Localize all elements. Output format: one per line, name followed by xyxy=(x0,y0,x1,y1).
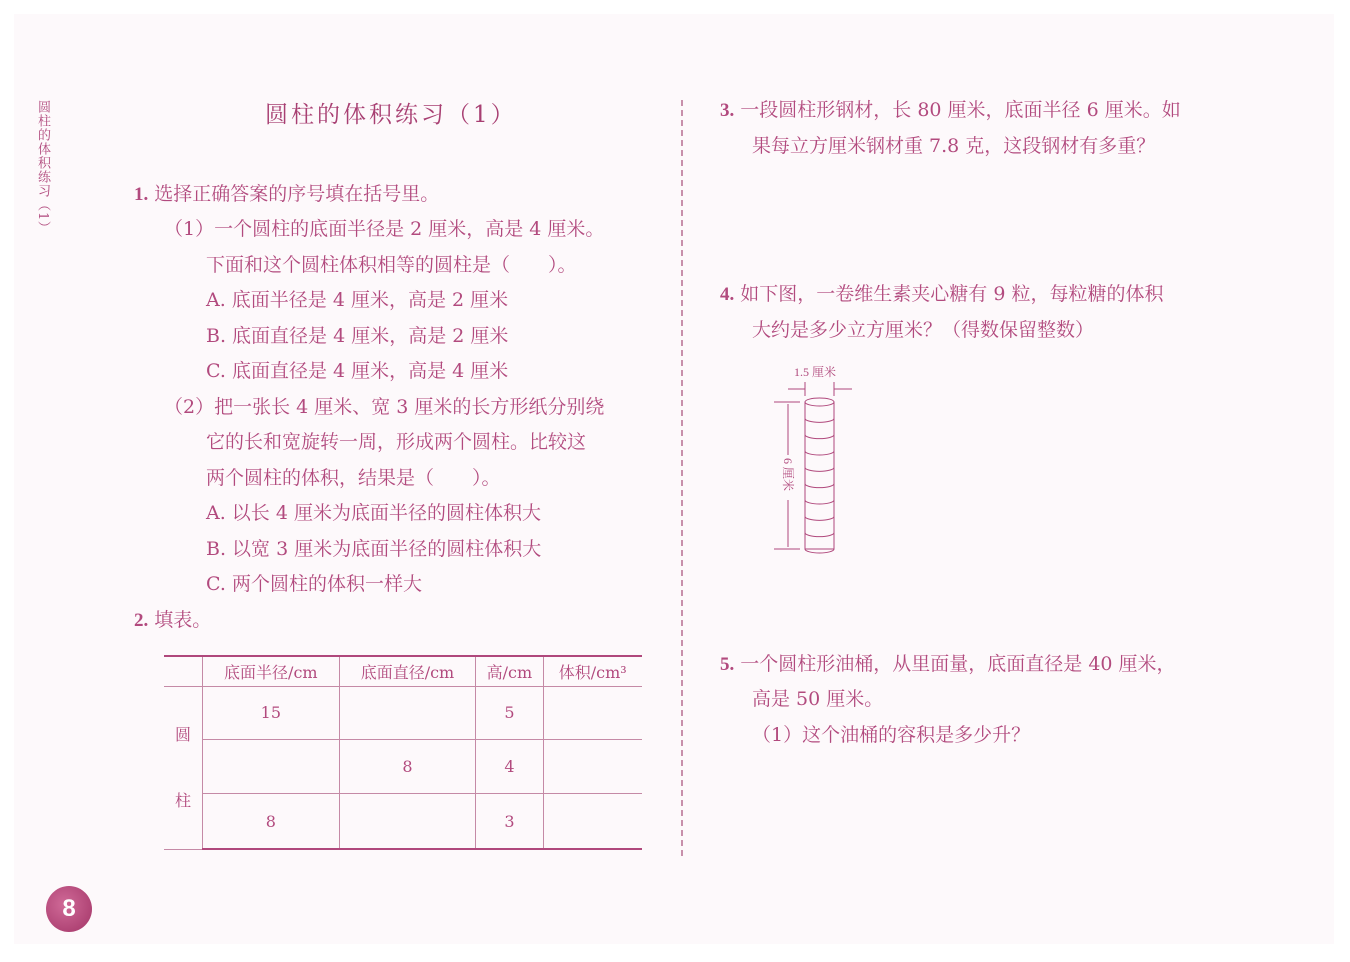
header-diameter: 底面直径/cm xyxy=(339,656,476,686)
table-cell[interactable] xyxy=(543,740,642,794)
q2-text: 填表。 xyxy=(154,609,212,631)
candy-roll-body xyxy=(805,402,834,549)
table-cell[interactable]: 3 xyxy=(476,794,543,849)
q1-text: 选择正确答案的序号填在括号里。 xyxy=(154,183,440,205)
q5-sub1: （1）这个油桶的容积是多少升？ xyxy=(752,724,1031,746)
fill-table xyxy=(164,655,642,850)
q1-sub2-option-c: C. 两个圆柱的体积一样大 xyxy=(206,573,422,595)
header-radius: 底面半径/cm xyxy=(203,656,340,686)
table-corner-cell xyxy=(164,656,203,686)
table-row xyxy=(164,686,642,740)
header-volume: 体积/cm³ xyxy=(543,656,642,686)
table-header-row xyxy=(164,656,642,686)
q1-number: 1. xyxy=(134,184,149,205)
table-cell[interactable] xyxy=(543,686,642,740)
q5-number: 5. xyxy=(720,654,735,675)
q1-sub1-option-a: A. 底面半径是 4 厘米，高是 2 厘米 xyxy=(206,289,509,311)
table-cell[interactable]: 5 xyxy=(476,686,543,740)
q1-sub1-option-c: C. 底面直径是 4 厘米，高是 4 厘米 xyxy=(206,360,509,382)
q1-sub2-line2: 它的长和宽旋转一周，形成两个圆柱。比较这 xyxy=(206,431,587,453)
column-divider xyxy=(681,100,683,860)
table-cell[interactable] xyxy=(339,686,476,740)
q1-sub1-option-b: B. 底面直径是 4 厘米，高是 2 厘米 xyxy=(206,325,509,347)
q1-sub1-line2: 下面和这个圆柱体积相等的圆柱是（ ）。 xyxy=(206,254,577,276)
width-label: 1.5 厘米 xyxy=(794,365,837,379)
candy-roll-top xyxy=(805,398,834,406)
table-cell[interactable] xyxy=(203,740,340,794)
header-height: 高/cm xyxy=(476,656,543,686)
row-label-zhu: 柱 xyxy=(174,790,191,810)
row-label-yuan: 圆 xyxy=(174,724,191,744)
q4-line1 xyxy=(720,283,1163,306)
table-cell[interactable]: 8 xyxy=(203,794,340,849)
q2-number: 2. xyxy=(134,610,149,631)
q3-text-line1: 一段圆柱形钢材，长 80 厘米，底面半径 6 厘米。如 xyxy=(740,99,1181,121)
q5-text-line1: 一个圆柱形油桶，从里面量，底面直径是 40 厘米， xyxy=(740,653,1176,675)
q3-line1 xyxy=(720,99,1181,122)
q1-line xyxy=(134,183,439,206)
q5-text-line2: 高是 50 厘米。 xyxy=(752,688,884,710)
table-cell[interactable]: 8 xyxy=(339,740,476,794)
q1-sub2-line1: （2）把一张长 4 厘米、宽 3 厘米的长方形纸分别绕 xyxy=(164,396,605,418)
page-title: 圆柱的体积练习（1） xyxy=(265,102,517,128)
q5-line1 xyxy=(720,653,1176,676)
candy-piece xyxy=(805,549,834,553)
table-row xyxy=(164,794,642,849)
table-row xyxy=(164,740,642,794)
q1-sub2-line3: 两个圆柱的体积，结果是（ ）。 xyxy=(206,467,501,489)
side-title: 圆柱的体积练习（1） xyxy=(35,100,50,236)
table-cell[interactable]: 4 xyxy=(476,740,543,794)
candy-stack xyxy=(805,398,834,553)
row-label-cell xyxy=(164,686,203,849)
q4-text-line1: 如下图，一卷维生素夹心糖有 9 粒，每粒糖的体积 xyxy=(740,283,1164,305)
q3-number: 3. xyxy=(720,100,735,121)
height-label: 6 厘米 xyxy=(781,458,795,492)
table-cell[interactable] xyxy=(543,794,642,849)
table-cell[interactable] xyxy=(339,794,476,849)
q2-line xyxy=(134,609,211,632)
candy-roll-figure xyxy=(768,360,868,560)
q1-sub2-option-a: A. 以长 4 厘米为底面半径的圆柱体积大 xyxy=(206,502,541,524)
q4-text-line2: 大约是多少立方厘米？（得数保留整数） xyxy=(752,319,1095,341)
q1-sub2-option-b: B. 以宽 3 厘米为底面半径的圆柱体积大 xyxy=(206,538,542,560)
page-number-badge: 8 xyxy=(46,886,92,932)
q1-sub1-line1: （1）一个圆柱的底面半径是 2 厘米，高是 4 厘米。 xyxy=(164,218,605,240)
q4-number: 4. xyxy=(720,284,735,305)
table-cell[interactable]: 15 xyxy=(203,686,340,740)
q3-text-line2: 果每立方厘米钢材重 7.8 克，这段钢材有多重？ xyxy=(752,135,1156,157)
